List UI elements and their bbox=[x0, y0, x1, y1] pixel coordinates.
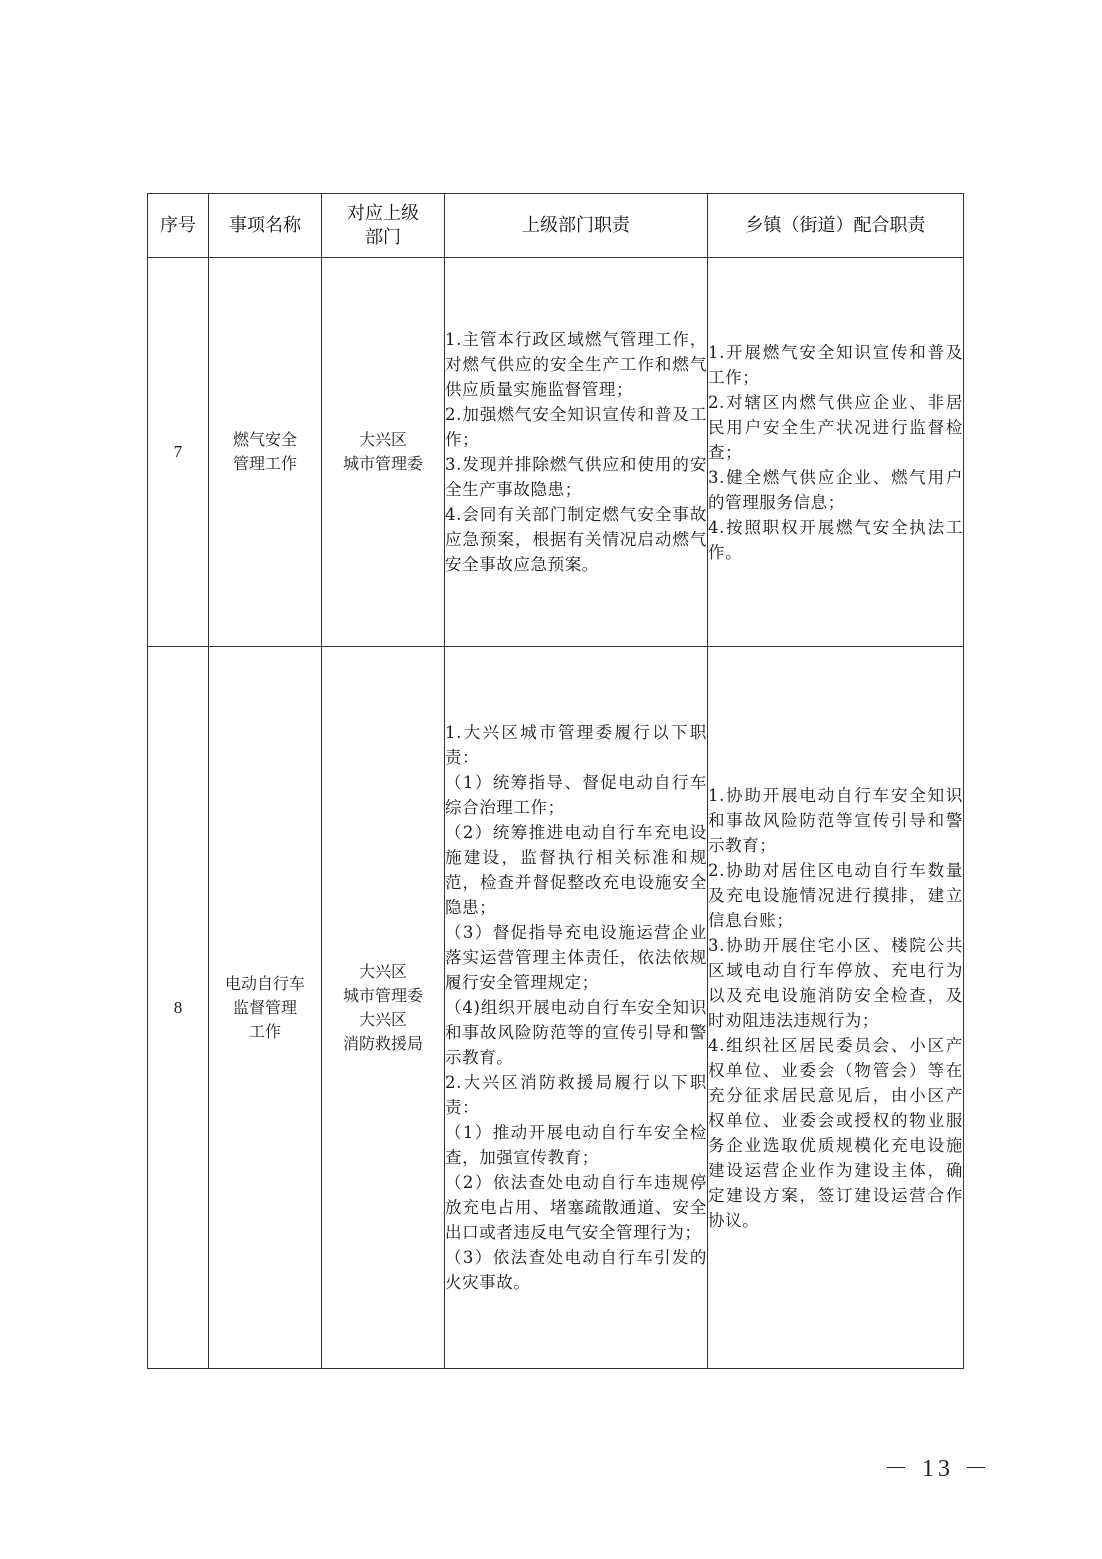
duty-item: 3.协助开展住宅小区、楼院公共区域电动自行车停放、充电行为以及充电设施消防安全检查，及时劝阻违法违规行为； bbox=[708, 935, 963, 1030]
duty-item: 2.对辖区内燃气供应企业、非居民用户安全生产状况进行监督检查； bbox=[708, 392, 963, 462]
duty-item: 2.加强燃气安全知识宣传和普及工作； bbox=[445, 405, 707, 449]
row-upper-duties bbox=[445, 647, 708, 1369]
item-name-line: 管理工作 bbox=[232, 454, 297, 473]
row-upper-duties bbox=[445, 258, 708, 647]
row-department bbox=[322, 258, 445, 647]
department-line: 大兴区 bbox=[358, 961, 407, 981]
duty-item: 2.协助对居住区电动自行车数量及充电设施情况进行摸排，建立信息台账； bbox=[708, 860, 963, 930]
item-name-line: 监督管理 bbox=[232, 997, 297, 1017]
header-index: 序号 bbox=[148, 194, 209, 258]
header-department bbox=[322, 194, 445, 258]
header-item-name: 事项名称 bbox=[209, 194, 322, 258]
row-township-duties bbox=[708, 647, 964, 1369]
duty-item: 1.大兴区城市管理委履行以下职责： bbox=[445, 723, 707, 767]
row-item-name bbox=[209, 647, 322, 1369]
department-line: 消防救援局 bbox=[342, 1033, 423, 1053]
row-index: 8 bbox=[148, 647, 209, 1369]
duty-item: 2.大兴区消防救援局履行以下职责： bbox=[445, 1073, 707, 1117]
duty-item: 3.健全燃气供应企业、燃气用户的管理服务信息； bbox=[708, 467, 963, 512]
row-index: 7 bbox=[148, 258, 209, 647]
row-item-name bbox=[209, 258, 322, 647]
row-township-duties bbox=[708, 258, 964, 647]
item-name-line: 燃气安全 bbox=[232, 430, 297, 449]
duty-item: 1.主管本行政区域燃气管理工作，对燃气供应的安全生产工作和燃气供应质量实施监督管理； bbox=[445, 330, 707, 399]
item-name-line: 电动自行车 bbox=[224, 973, 305, 993]
item-name-line: 工作 bbox=[248, 1021, 281, 1041]
department-line: 城市管理委 bbox=[342, 454, 423, 473]
duty-item: （3）督促指导充电设施运营企业落实运营管理主体责任，依法依规履行安全管理规定； bbox=[445, 923, 707, 992]
duty-item: 4.组织社区居民委员会、小区产权单位、业委会（物管会）等在充分征求居民意见后，由小区产权单位、业委会或授权的物业服务企业选取优质规模化充电设施建设运营企业作为建设主体，确定建设方案，签订建设运营合作协议。 bbox=[708, 1035, 963, 1230]
table-row bbox=[148, 647, 964, 1369]
header-department-line2: 部门 bbox=[365, 226, 401, 248]
duty-item: （3）依法查处电动自行车引发的火灾事故。 bbox=[445, 1248, 707, 1292]
table-header-row bbox=[148, 194, 964, 258]
duty-item: （2）统筹推进电动自行车充电设施建设，监督执行相关标准和规范，检查并督促整改充电设施安全隐患； bbox=[445, 823, 707, 917]
department-line: 城市管理委 bbox=[342, 985, 423, 1005]
duty-item: （1）统筹指导、督促电动自行车综合治理工作； bbox=[445, 773, 707, 817]
table-row bbox=[148, 258, 964, 647]
department-line: 大兴区 bbox=[358, 430, 407, 449]
duty-item: 4.会同有关部门制定燃气安全事故应急预案，根据有关情况启动燃气安全事故应急预案。 bbox=[445, 505, 707, 574]
row-department bbox=[322, 647, 445, 1369]
duty-item: 1.协助开展电动自行车安全知识和事故风险防范等宣传引导和警示教育； bbox=[708, 785, 963, 855]
header-upper-duties: 上级部门职责 bbox=[445, 194, 708, 258]
duty-item: （2）依法查处电动自行车违规停放充电占用、堵塞疏散通道、安全出口或者违反电气安全管理行为； bbox=[445, 1173, 707, 1242]
duty-item: 4.按照职权开展燃气安全执法工作。 bbox=[708, 517, 963, 562]
department-line: 大兴区 bbox=[358, 1009, 407, 1029]
header-township-duties: 乡镇（街道）配合职责 bbox=[708, 194, 964, 258]
header-department-line1: 对应上级 bbox=[347, 202, 419, 224]
page-number: － 13 － bbox=[884, 1456, 992, 1482]
duty-item: 3.发现并排除燃气供应和使用的安全生产事故隐患； bbox=[445, 455, 707, 499]
duty-item: （4)组织开展电动自行车安全知识和事故风险防范等的宣传引导和警示教育。 bbox=[445, 998, 707, 1067]
duties-table bbox=[147, 193, 964, 1369]
duty-item: （1）推动开展电动自行车安全检查，加强宣传教育； bbox=[445, 1123, 707, 1167]
duty-item: 1.开展燃气安全知识宣传和普及工作； bbox=[708, 342, 963, 387]
